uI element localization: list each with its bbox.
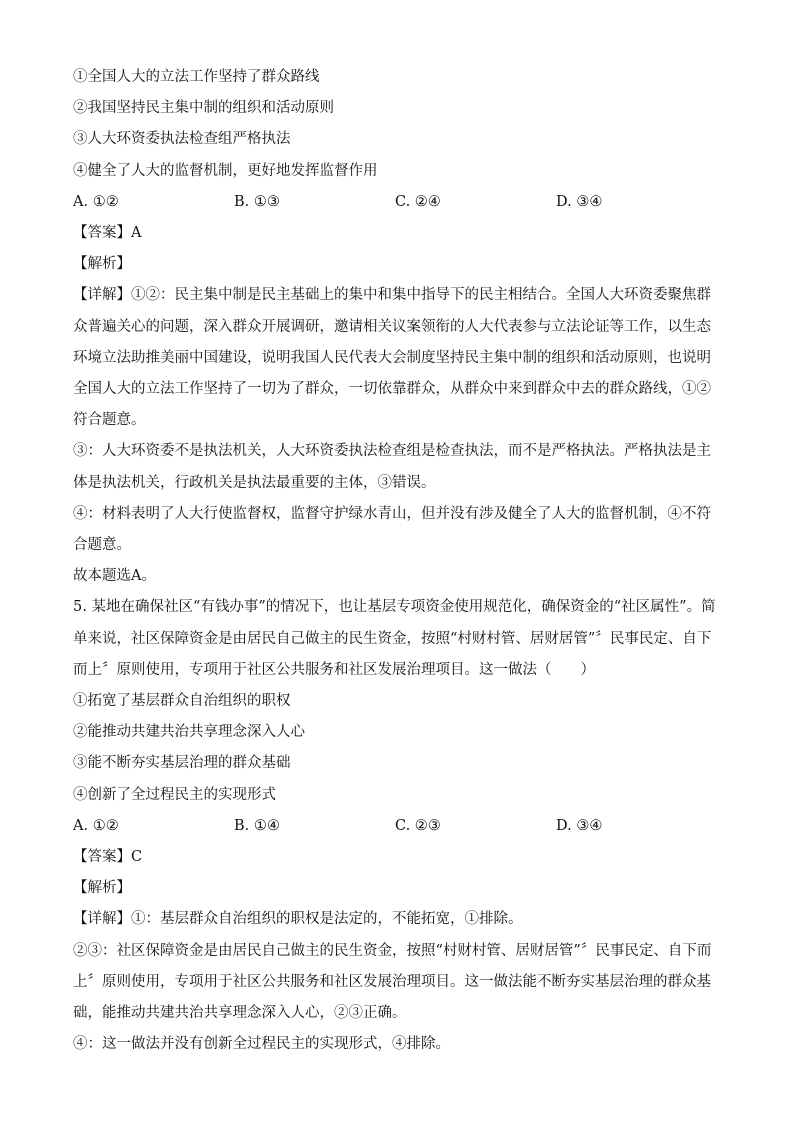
- q5-options: [73, 811, 723, 842]
- q4-option-a: A. ①②: [73, 193, 119, 210]
- q4-answer: 【答案】A: [73, 225, 142, 242]
- q5-statement-2: ②能推动共建共治共享理念深入人心: [73, 724, 305, 741]
- q4-options: [73, 187, 723, 218]
- q4-option-b: B. ①③: [234, 193, 280, 210]
- q5-statement-1: ①拓宽了基层群众自治组织的职权: [73, 693, 291, 710]
- q5-statement-3: ③能不断夯实基层治理的群众基础: [73, 755, 291, 772]
- q4-detail-1: 【详解】①②：民主集中制是民主基础上的集中和集中指导下的民主相结合。全国人大环资委聚焦群众普遍关心的问题，深入群众开展调研，邀请相关议案领衔的人大代表参与立法论证等工作，以生态环境立法助推美丽中国建设，说明我国人民代表大会制度坚持民主集中制的组织和活动原则，也说明全国人大的立法工作坚持了一切为了群众，一切依靠群众，从群众中来到群众中去的群众路线，①②符合题意。: [73, 287, 711, 429]
- q4-conclusion: 故本题选A。: [73, 568, 156, 585]
- q4-statement-3: ③人大环资委执法检查组严格执法: [73, 131, 291, 148]
- q4-option-c: C. ②④: [395, 193, 441, 210]
- q4-statement-1: ①全国人大的立法工作坚持了群众路线: [73, 69, 320, 85]
- document-content: [73, 62, 723, 1061]
- q4-statement-4: ④健全了人大的监督机制，更好地发挥监督作用: [73, 162, 378, 179]
- q5-option-c: C. ②③: [395, 817, 441, 834]
- q5-detail-3: ④：这一做法并没有创新全过程民主的实现形式，④排除。: [73, 1036, 450, 1053]
- q5-detail-1: 【详解】①：基层群众自治组织的职权是法定的，不能拓宽，①排除。: [73, 911, 523, 928]
- q5-analysis-heading: 【解析】: [73, 880, 131, 897]
- q4-analysis-heading: 【解析】: [73, 256, 131, 273]
- q5-option-b: B. ①④: [234, 817, 280, 834]
- q4-detail-3: ④：材料表明了人大行使监督权，监督守护绿水青山，但并没有涉及健全了人大的监督机制，④不符合题意。: [73, 505, 711, 554]
- q5-option-a: A. ①②: [73, 817, 119, 834]
- q5-answer: 【答案】C: [73, 849, 143, 866]
- q4-detail-2: ③：人大环资委不是执法机关，人大环资委执法检查组是检查执法，而不是严格执法。严格执法是主体是执法机关，行政机关是执法最重要的主体，③错误。: [73, 443, 711, 491]
- q5-detail-2: ②③：社区保障资金是由居民自己做主的民生资金，按照“村财村管、居财居管”〞民事民定、自下而上〞原则使用，专项用于社区公共服务和社区发展治理项目。这一做法能不断夯实基层治理的群众基础，能推动共建共治共享理念深入人心，②③正确。: [73, 942, 712, 1022]
- q4-statement-2: ②我国坚持民主集中制的组织和活动原则: [73, 100, 334, 117]
- q5-option-d: D. ③④: [556, 817, 603, 834]
- q5-statement-4: ④创新了全过程民主的实现形式: [73, 786, 276, 803]
- q5-stem: 5. 某地在确保社区“有钱办事”的情况下，也让基层专项资金使用规范化，确保资金的“社区属性”。简单来说，社区保障资金是由居民自己做主的民生资金，按照“村财村管、居财居管”〞民事民定、自下而上〞原则使用，专项用于社区公共服务和社区发展治理项目。这一做法（ ）: [73, 599, 716, 678]
- q4-option-d: D. ③④: [556, 193, 603, 210]
